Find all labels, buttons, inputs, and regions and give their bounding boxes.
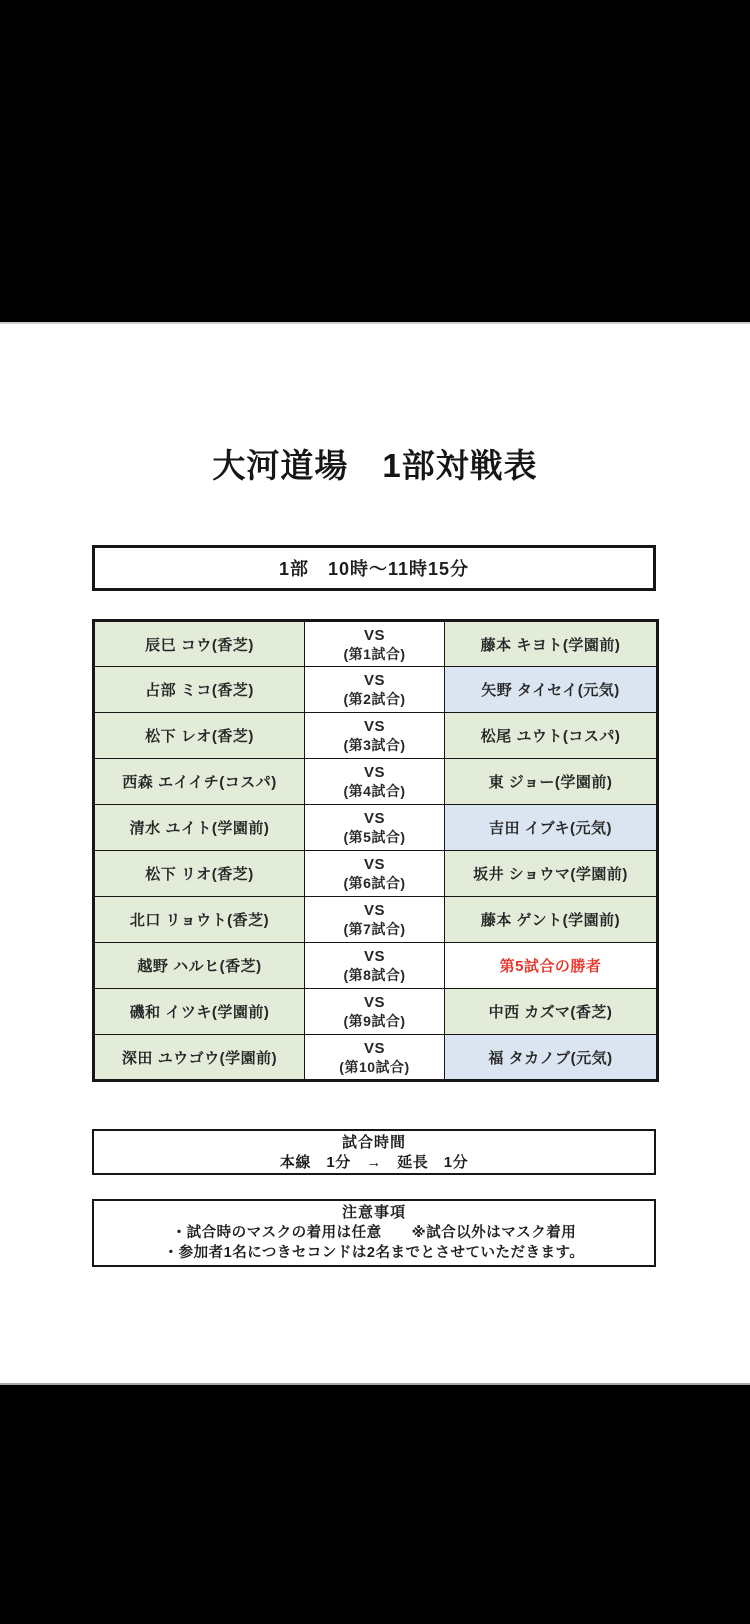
vs-label: VS xyxy=(363,718,385,735)
player-name-right: 松尾 ユウト(コスパ) xyxy=(445,713,658,759)
match-row xyxy=(94,1035,658,1081)
top-letterbox xyxy=(0,0,750,322)
document-sheet xyxy=(0,322,750,1385)
vs-cell xyxy=(305,621,445,667)
match-row xyxy=(94,759,658,805)
bracket-table xyxy=(92,619,659,1082)
match-number-label: (第1試合) xyxy=(343,645,406,662)
match-number-label: (第4試合) xyxy=(343,783,406,799)
match-row xyxy=(94,989,658,1035)
vs-cell xyxy=(305,989,445,1035)
vs-label: VS xyxy=(363,994,385,1011)
match-number-label: (第7試合) xyxy=(343,921,406,937)
note-item: ・参加者1名につきセコンドは2名までとさせていただきます。 xyxy=(163,1245,585,1261)
vs-label: VS xyxy=(363,672,385,689)
vs-cell xyxy=(305,851,445,897)
match-row xyxy=(94,621,658,667)
player-name-left: 深田 ユウゴウ(学園前) xyxy=(94,1035,305,1081)
match-time-box xyxy=(92,1129,656,1175)
match-row xyxy=(94,667,658,713)
vs-label: VS xyxy=(363,902,385,919)
player-name-left: 北口 リョウト(香芝) xyxy=(94,897,305,943)
match-time-detail: 本線 1分 → 延長 1分 xyxy=(279,1154,469,1171)
vs-cell xyxy=(305,713,445,759)
match-row xyxy=(94,943,658,989)
player-name-left: 清水 ユイト(学園前) xyxy=(94,805,305,851)
player-name-left: 磯和 イツキ(学園前) xyxy=(94,989,305,1035)
vs-cell xyxy=(305,897,445,943)
player-name-right: 坂井 ショウマ(学園前) xyxy=(445,851,658,897)
session-header-box xyxy=(92,545,656,591)
pending-winner-label: 第5試合の勝者 xyxy=(445,943,658,989)
vs-label: VS xyxy=(363,626,385,644)
match-row xyxy=(94,713,658,759)
bracket-table-body xyxy=(94,621,658,1081)
player-name-left: 占部 ミコ(香芝) xyxy=(94,667,305,713)
match-row xyxy=(94,897,658,943)
match-row xyxy=(94,851,658,897)
notes-title: 注意事項 xyxy=(341,1204,406,1221)
match-number-label: (第10試合) xyxy=(339,1058,410,1075)
vs-cell xyxy=(305,759,445,805)
vs-label: VS xyxy=(363,764,385,781)
player-name-right: 東 ジョー(学園前) xyxy=(445,759,658,805)
match-number-label: (第6試合) xyxy=(343,875,406,891)
vs-label: VS xyxy=(363,810,385,827)
match-number-label: (第5試合) xyxy=(343,829,406,845)
player-name-right: 藤本 ゲント(学園前) xyxy=(445,897,658,943)
player-name-left: 辰巳 コウ(香芝) xyxy=(94,621,305,667)
player-name-left: 西森 エイイチ(コスパ) xyxy=(94,759,305,805)
player-name-left: 松下 リオ(香芝) xyxy=(94,851,305,897)
vs-label: VS xyxy=(363,1039,385,1057)
vs-cell xyxy=(305,805,445,851)
match-time-title: 試合時間 xyxy=(341,1134,406,1151)
notes-box xyxy=(92,1199,656,1267)
vs-cell xyxy=(305,667,445,713)
note-item: ・試合時のマスクの着用は任意 ※試合以外はマスク着用 xyxy=(171,1225,577,1241)
match-number-label: (第8試合) xyxy=(343,967,406,983)
vs-label: VS xyxy=(363,948,385,965)
vs-cell xyxy=(305,1035,445,1081)
match-row xyxy=(94,805,658,851)
match-number-label: (第3試合) xyxy=(343,737,406,753)
player-name-right: 吉田 イブキ(元気) xyxy=(445,805,658,851)
bottom-letterbox xyxy=(0,1385,750,1624)
match-number-label: (第2試合) xyxy=(343,691,406,707)
session-header-label: 1部 10時～11時15分 xyxy=(278,559,470,579)
vs-label: VS xyxy=(363,856,385,873)
player-name-right: 矢野 タイセイ(元気) xyxy=(445,667,658,713)
match-number-label: (第9試合) xyxy=(343,1013,406,1029)
vs-cell xyxy=(305,943,445,989)
player-name-left: 越野 ハルヒ(香芝) xyxy=(94,943,305,989)
page-title: 大河道場 1部対戦表 xyxy=(212,447,538,484)
player-name-right: 中西 カズマ(香芝) xyxy=(445,989,658,1035)
player-name-left: 松下 レオ(香芝) xyxy=(94,713,305,759)
player-name-right: 福 タカノブ(元気) xyxy=(445,1035,658,1081)
player-name-right: 藤本 キヨト(学園前) xyxy=(445,621,658,667)
